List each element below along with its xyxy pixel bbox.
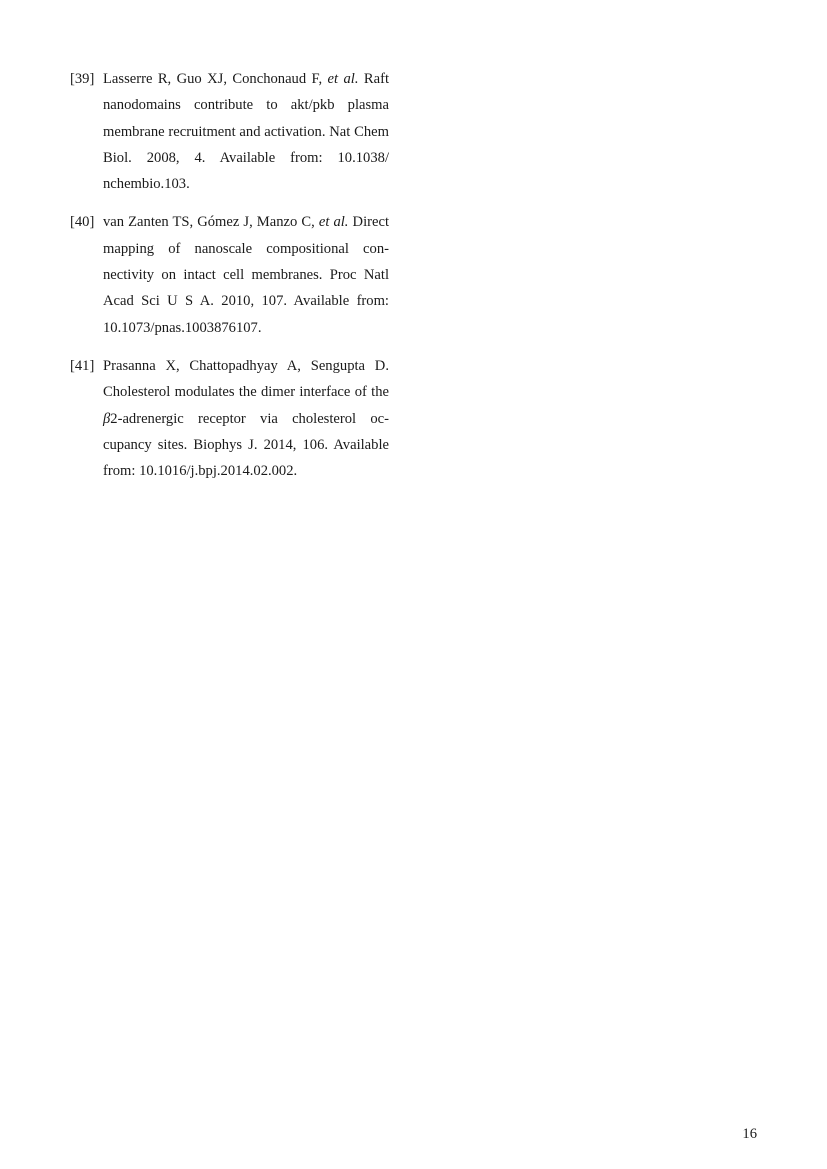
reference-text (103, 71, 389, 192)
reference-et-al: et al. (318, 214, 349, 231)
reference-et-al: et al. (327, 71, 359, 87)
reference-beta-symbol: β (103, 410, 111, 427)
page-number: 16 (742, 1126, 757, 1142)
reference-authors: Lasserre R, Guo XJ, Conchonaud F, (103, 71, 328, 87)
reference-item-39 (70, 66, 389, 197)
reference-details: Direct mapping of nanoscale compositional connectivity on intact cell membranes. Proc Natl Acad Sci U S A. 2010, 107. Available from: 10.1073/pnas.1003876107. (103, 214, 389, 336)
reference-number: [39] (70, 71, 95, 87)
reference-number: [41] (70, 357, 95, 374)
reference-details: 2-adrenergic receptor via cholesterol occupancy sites. Biophys J. 2014, 106. Available from: 10.1016/j.bpj.2014.02.002. (103, 410, 389, 480)
reference-item-41 (70, 353, 389, 484)
reference-text (103, 358, 389, 479)
reference-item-40 (70, 209, 389, 340)
reference-text (103, 214, 389, 335)
reference-list (70, 66, 389, 496)
reference-details: Raft nanodomains contribute to akt/pkb plasma membrane recruitment and activation. Nat Chem Biol. 2008, 4. Available from: 10.1038/ nchembio.103. (103, 71, 390, 193)
reference-authors: Prasanna X, Chattopadhyay A, Sengupta D. Cholesterol modulates the dimer interface of the (103, 357, 389, 401)
reference-authors: van Zanten TS, Gómez J, Manzo C, (103, 214, 319, 231)
reference-number: [40] (70, 214, 95, 231)
